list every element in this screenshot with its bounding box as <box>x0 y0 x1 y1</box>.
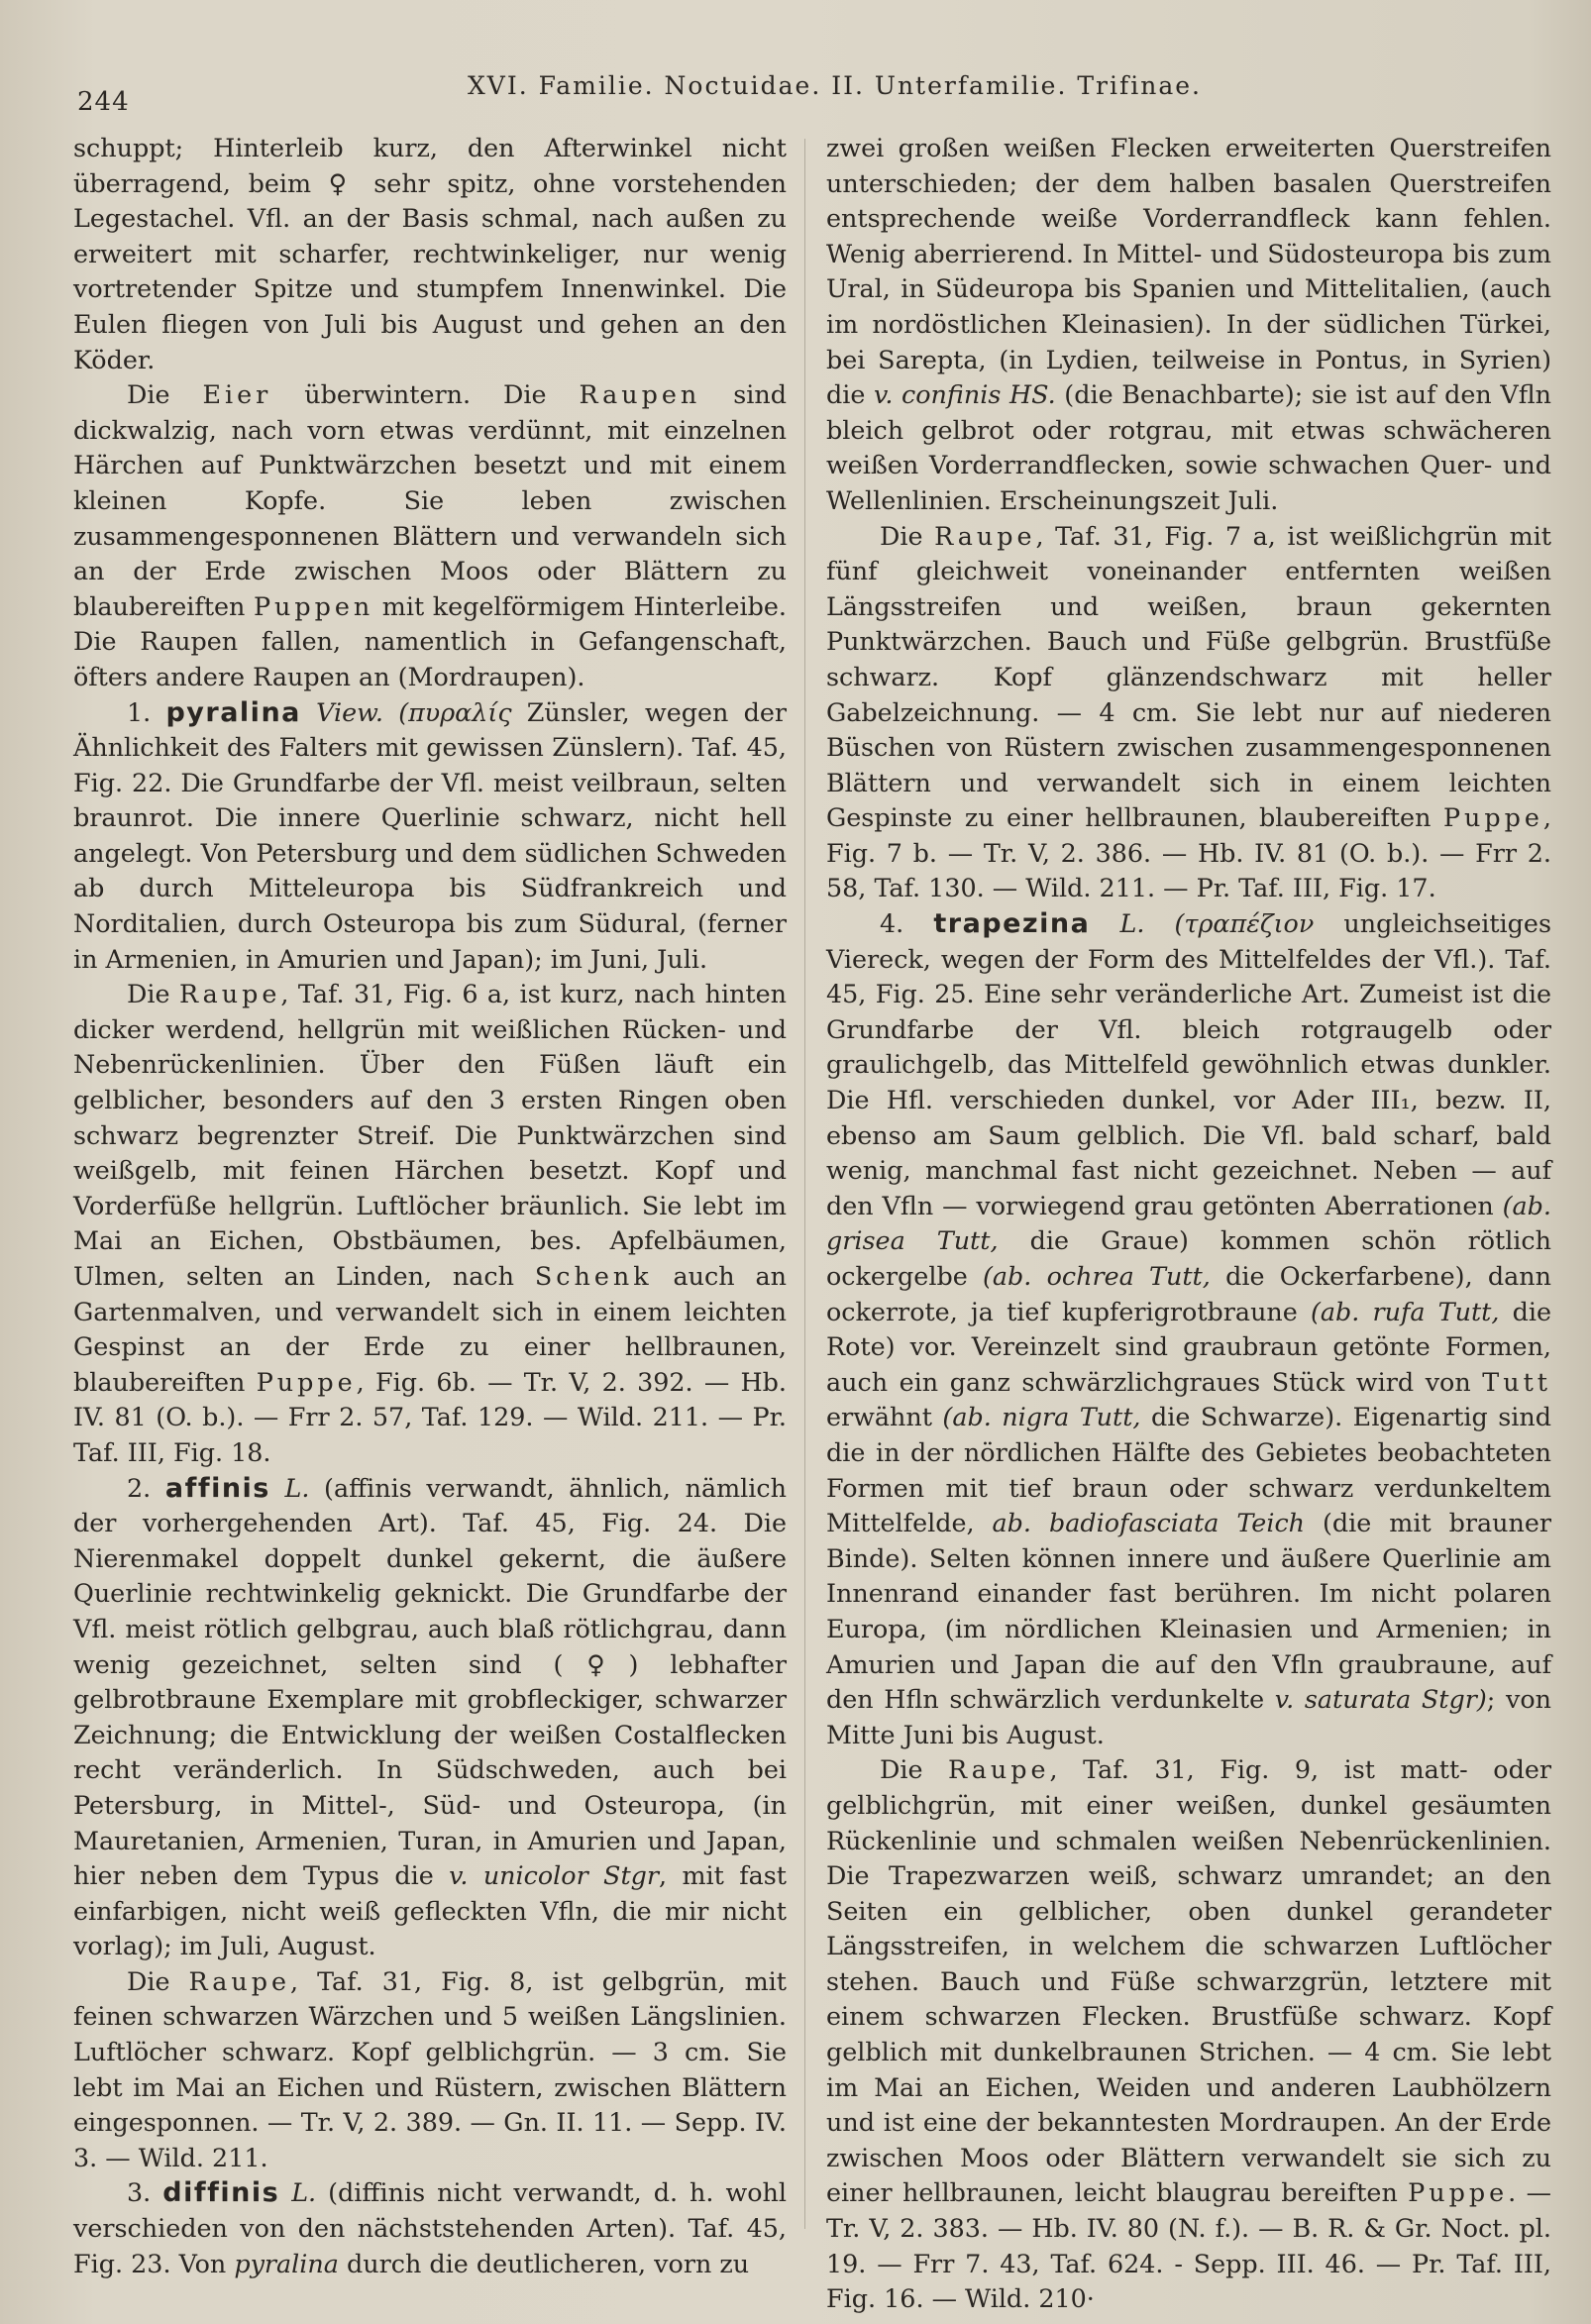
species-description: ungleichseitiges Viereck, wegen der Form des Mittelfeldes der Vfl.). Taf. 45, Fig. 25. Eine sehr veränderliche Art. Zumeist ist die Grundfarbe der Vfl. bleich rotgraugelb oder graulichgelb, das Mittelfeld gewöhnlich etwas dunkler. Die Hfl. verschieden dunkel, vor Ader III₁, bezw. II, ebenso am Saum gelblich. Die Vfl. bald scharf, bald wenig, manchmal fast nicht gezeichnet. Neben — auf den Vfln — vorwiegend grau getönten Aberrationen <box>826 908 1551 1220</box>
variety-name: v. confinis HS. <box>874 379 1056 410</box>
greek-etymology: (τραπέζιον <box>1174 908 1315 939</box>
greek-etymology: (πυραλίς <box>398 696 512 727</box>
species-author: L. <box>284 1472 310 1503</box>
species-author: View. <box>316 696 383 727</box>
page-header <box>71 65 1551 115</box>
intro-text-1: schuppt; Hinterleib kurz, den Afterwinkel nicht überragend, beim ♀ sehr spitz, ohne vorstehenden Legestachel. Vfl. an der Basis schmal, nach außen zu erweitert mit scharfer, rechtwinkeliger, nur wenig vortretender Spitze und stumpfem Innenwinkel. Die Eulen fliegen von Juli bis August und gehen an den Köder. <box>73 133 787 374</box>
species-entry-trapezina <box>826 906 1551 1752</box>
variety-name: v. unicolor Stgr <box>449 1860 660 1891</box>
larva-paragraph-trapezina <box>826 1752 1551 2317</box>
larva-paragraph-affinis <box>73 1964 787 2176</box>
species-name: pyralina <box>165 696 301 728</box>
species-number: 1. <box>127 696 152 727</box>
species-number: 4. <box>880 908 904 939</box>
aberration-name: (ab. nigra Tutt, <box>942 1402 1141 1432</box>
column-divider <box>804 139 805 2229</box>
aberration-name: ab. badiofasciata Teich <box>992 1508 1306 1538</box>
text-run: mit kegelförmigem Hinterleibe. Die Raupen fallen, namentlich in Gefangenschaft, öfters andere Raupen an (Mordraupen). <box>73 590 788 691</box>
species-number: 3. <box>127 2177 152 2208</box>
text-run: ; von Mitte Juni bis August. <box>826 1684 1551 1749</box>
text-run: , mit fast einfarbigen, nicht weiß gefleckten Vfln, die mir nicht vorlag); im Juli, August. <box>73 1860 787 1961</box>
aberration-name: (ab. grisea Tutt, <box>826 1190 1551 1256</box>
text-run: (die Benachbarte); sie ist auf den Vfln bleich gelbrot oder rotgrau, mit etwas schwächeren weißen Vorderrandflecken, sowie schwachen Quer- und Wellenlinien. Erscheinungszeit Juli. <box>826 379 1551 515</box>
intro-paragraph-1 <box>73 131 787 377</box>
text-run: auch an Gartenmalven, und verwandelt sich in einem leichten Gespinst an der Erde zu einer hellbraunen, blaubereiften <box>73 1261 787 1397</box>
variety-name: v. saturata Stgr) <box>1274 1684 1487 1715</box>
species-name: affinis <box>164 1472 270 1504</box>
species-reference: pyralina <box>234 2248 339 2278</box>
text-run: überwintern. Die <box>271 379 580 410</box>
species-entry-diffinis <box>73 2175 787 2281</box>
intro-paragraph-2 <box>73 377 787 694</box>
spaced-author-tutt: Tutt <box>1482 1366 1551 1397</box>
spaced-term-raupe: Raupe <box>178 979 281 1009</box>
spaced-term-eier: Eier <box>202 379 272 410</box>
text-run: Die <box>127 379 203 410</box>
species-description: Zünsler, wegen der Ähnlichkeit des Falters mit gewissen Zünslern). Taf. 45, Fig. 22. Die Grundfarbe der Vfl. meist veilbraun, selten braunrot. Die innere Querlinie schwarz, nicht hell angelegt. Von Petersburg und dem südlichen Schweden ab durch Mitteleuropa bis Südfrankreich und Norditalien, durch Osteuropa bis zum Südural, (ferner in Armenien, in Amurien und Japan); im Juni, Juli. <box>73 696 787 974</box>
right-column <box>826 131 1551 2317</box>
text-run: , Taf. 31, Fig. 6 a, ist kurz, nach hinten dicker werdend, hellgrün mit weißlichen Rücken- und Nebenrückenlinien. Über den Füßen läuft ein gelblicher, besonders auf den 3 ersten Ringen oben schwarz begrenzter Streif. Die Punktwärzchen sind weißgelb, mit feinen Härchen besetzt. Kopf und Vorderfüße hellgrün. Luftlöcher bräunlich. Sie lebt im Mai an Eichen, Obstbäumen, bes. Apfelbäumen, Ulmen, selten an Linden, nach <box>73 979 787 1291</box>
aberration-name: (ab. rufa Tutt, <box>1310 1296 1500 1326</box>
text-run: die Schwarze). Eigenartig sind die in der nördlichen Hälfte des Gebietes beobachteten Formen mit tief braun oder schwarz verdunkeltem Mittelfelde, <box>826 1402 1552 1538</box>
text-run: sind dickwalzig, nach vorn etwas verdünnt, mit einzelnen Härchen auf Punktwärzchen besetzt und mit einem kleinen Kopfe. Sie leben zwischen zusammengesponnenen Blättern und verwandeln sich an der Erde zwischen Moos oder Blättern zu blaubereiften <box>73 379 787 621</box>
spaced-term-raupen: Raupen <box>579 379 701 410</box>
text-run: . — Tr. V, 2. 383. — Hb. IV. 80 (N. f.). — B. R. & Gr. Noct. pl. 19. — Frr 7. 43, Taf. 624. - Sepp. III. 46. — Pr. Taf. III, Fig. 16. — Wild. 210· <box>826 2177 1551 2314</box>
text-run: die Rote) vor. Vereinzelt sind graubraun getönte Formen, auch ein ganz schwärzlichgraues Stück wird von <box>826 1296 1551 1397</box>
text-run: die Graue) kommen schön rötlich ockergelbe <box>826 1225 1552 1291</box>
aberration-name: (ab. ochrea Tutt, <box>983 1261 1211 1291</box>
spaced-author-schenk: Schenk <box>534 1261 653 1291</box>
text-run: durch die deutlicheren, vorn zu <box>338 2248 750 2278</box>
species-entry-affinis <box>73 1471 787 1964</box>
spaced-term-puppe: Puppe <box>1408 2177 1509 2208</box>
text-run: , Taf. 31, Fig. 8, ist gelbgrün, mit feinen schwarzen Wärzchen und 5 weißen Längslinien. Luftlöcher schwarz. Kopf gelblichgrün. — 3 cm. Sie lebt im Mai an Eichen und Rüstern, zwischen Blättern eingesponnen. — Tr. V, 2. 389. — Gn. II. 11. — Sepp. IV. 3. — Wild. 211. <box>73 1965 787 2172</box>
text-run: Die <box>880 1754 949 1785</box>
text-run: (die mit brauner Binde). Selten können innere und äußere Querlinie am Innenrand einander fast berühren. Im nicht polaren Europa, (im nördlichen Kleinasien und Armenien; in Amurien und Japan die auf den Vfln graubraune, auf den Hfln schwärzlich verdunkelte <box>826 1508 1551 1715</box>
running-head: XVI. Familie. Noctuidae. II. Unterfamilie. Trifinae. <box>468 71 1202 100</box>
text-run: Die <box>880 520 935 551</box>
species-author: L. <box>291 2177 317 2208</box>
text-run: Die <box>127 979 179 1009</box>
larva-paragraph-pyralina <box>73 977 787 1470</box>
species-description: (diffinis nicht verwandt, d. h. wohl verschieden von den nächststehenden Arten). Taf. 45, Fig. 23. Von <box>73 2177 787 2278</box>
species-number: 2. <box>127 1472 152 1503</box>
spaced-term-puppen: Puppen <box>253 590 374 621</box>
diffinis-continuation <box>826 131 1551 519</box>
text-run: , Fig. 7 b. — Tr. V, 2. 386. — Hb. IV. 81 (O. b.). — Frr 2. 58, Taf. 130. — Wild. 211. — Pr. Taf. III, Fig. 17. <box>826 802 1551 903</box>
species-description: (affinis verwandt, ähnlich, nämlich der vorhergehenden Art). Taf. 45, Fig. 24. Die Nierenmakel doppelt dunkel gekernt, die äußere Querlinie rechtwinkelig geknickt. Die Grundfarbe der Vfl. meist rötlich gelbgrau, auch blaß rötlichgrau, dann wenig gezeichnet, selten sind (♀) lebhafter gelbrotbraune Exemplare mit grobfleckiger, schwarzer Zeichnung; die Entwicklung der weißen Costalflecken recht veränderlich. In Südschweden, auch bei Petersburg, in Mittel-, Süd- und Osteuropa, (in Mauretanien, Armenien, Turan, in Amurien und Japan, hier neben dem Typus die <box>73 1472 787 1891</box>
spaced-term-raupe: Raupe <box>948 1754 1050 1785</box>
spaced-term-puppe: Puppe <box>1442 802 1543 833</box>
text-run: , Fig. 6b. — Tr. V, 2. 392. — Hb. IV. 81 (O. b.). — Frr 2. 57, Taf. 129. — Wild. 211. — Pr. Taf. III, Fig. 18. <box>73 1366 788 1467</box>
text-run: , Taf. 31, Fig. 9, ist matt- oder gelblichgrün, mit einer weißen, dunkel gesäumten Rückenlinie und schmalen weißen Nebenrückenlinien. Die Trapezwarzen weiß, schwarz umrandet; an den Seiten ein gelblicher, oben dunkel gerandeter Längsstreifen, in welchem die schwarzen Luftlöcher stehen. Bauch und Füße schwarzgrün, letztere mit einem schwarzen Flecken. Brustfüße schwarz. Kopf gelblich mit dunkelbraunen Strichen. — 4 cm. Sie lebt im Mai an Eichen, Weiden und anderen Laubhölzern und ist eine der bekanntesten Mordraupen. An der Erde zwischen Moos oder Blättern verwandelt sie sich zu einer hellbraunen, leicht blaugrau bereiften <box>826 1754 1551 2208</box>
spaced-term-raupe: Raupe <box>188 1965 290 1996</box>
species-name: diffinis <box>162 2177 280 2209</box>
spaced-term-puppe: Puppe <box>256 1366 357 1397</box>
spaced-term-raupe: Raupe <box>934 520 1036 551</box>
species-author: L. <box>1119 908 1145 939</box>
species-entry-pyralina <box>73 695 787 978</box>
text-run: erwähnt <box>826 1402 943 1432</box>
text-run: Die <box>127 1965 189 1996</box>
species-name: trapezina <box>933 908 1091 940</box>
page-number: 244 <box>77 87 130 117</box>
left-column <box>73 131 787 2281</box>
text-run: , Taf. 31, Fig. 7 a, ist weißlichgrün mit fünf gleichweit voneinander entfernten weißen Längsstreifen und weißen, braun gekernten Punktwärzchen. Bauch und Füße gelbgrün. Brustfüße schwarz. Kopf glänzendschwarz mit heller Gabelzeichnung. — 4 cm. Sie lebt nur auf niederen Büschen von Rüstern zwischen zusammengesponnenen Blättern und verwandelt sich in einem leichten Gespinste zu einer hellbraunen, blaubereiften <box>826 520 1551 833</box>
text-run: zwei großen weißen Flecken erweiterten Querstreifen unterschieden; der dem halben basalen Querstreifen entsprechende weiße Vorderrandfleck kann fehlen. Wenig aberrierend. In Mittel- und Südosteuropa bis zum Ural, in Südeuropa bis Spanien und Mittelitalien, (auch im nordöstlichen Kleinasien). In der südlichen Türkei, bei Sarepta, (in Lydien, teilweise in Pontus, in Syrien) die <box>826 133 1551 410</box>
larva-paragraph-diffinis <box>826 519 1551 907</box>
text-run: die Ockerfarbene), dann ockerrote, ja tief kupferigrotbraune <box>826 1261 1552 1326</box>
